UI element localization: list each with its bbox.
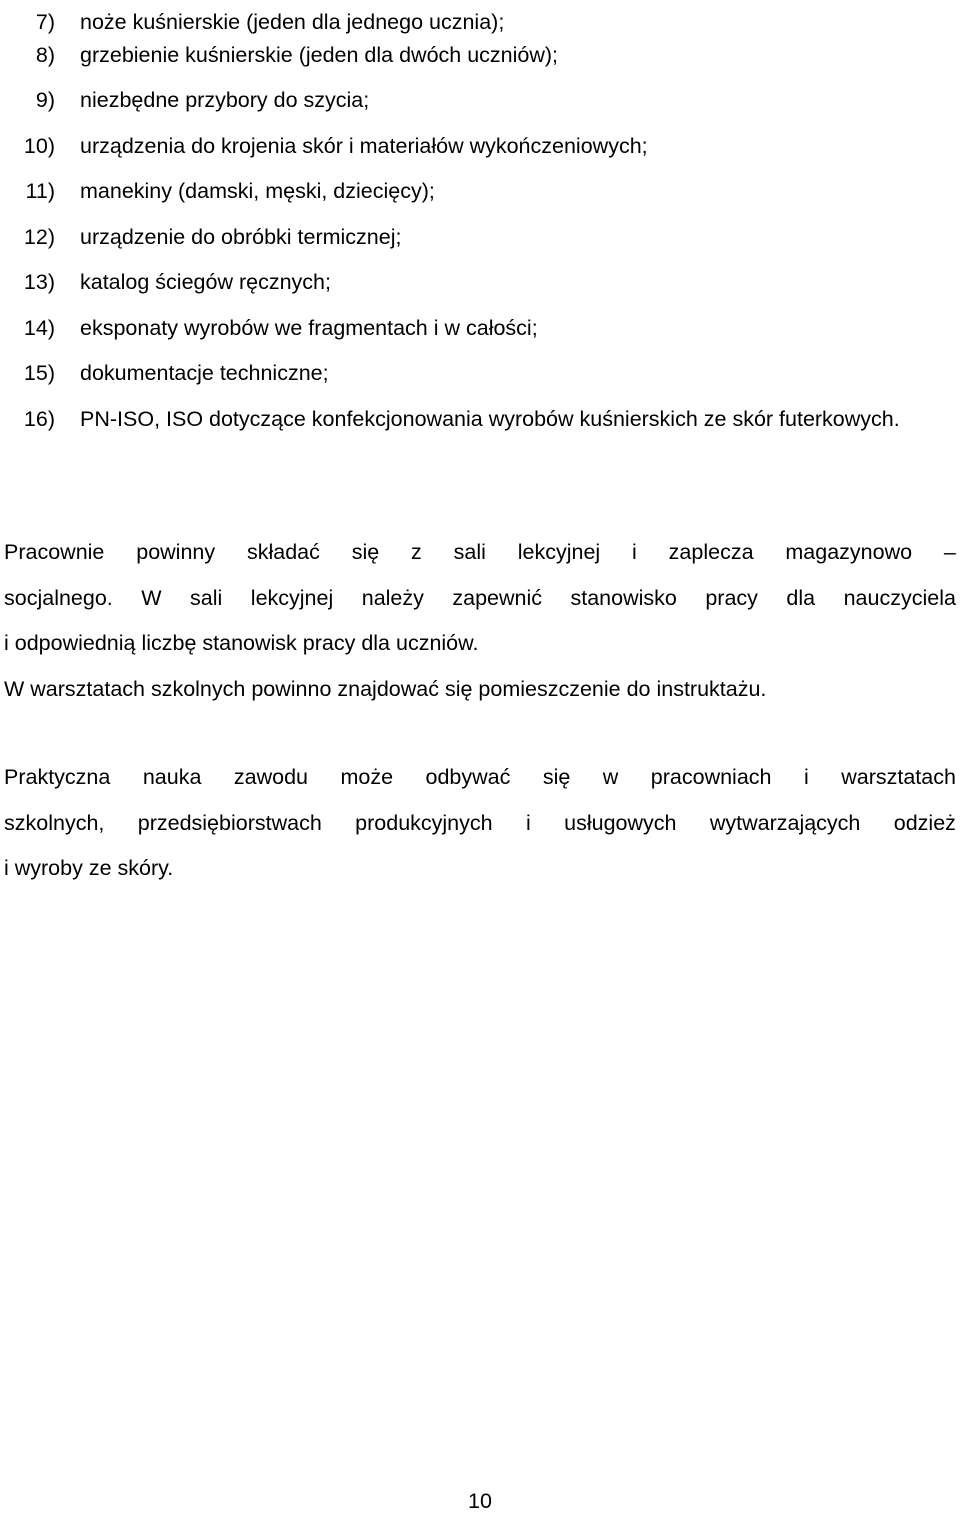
list-item <box>0 123 960 169</box>
list-item-text: urządzenie do obróbki termicznej; <box>80 225 402 249</box>
paragraph-word: magazynowo <box>785 540 913 564</box>
paragraph-word: odzież <box>893 810 956 835</box>
paragraph-word: stanowisko <box>570 585 677 610</box>
list-item-number: 16) <box>23 407 55 431</box>
list-item-number: 12) <box>23 225 55 249</box>
list-item <box>0 214 960 260</box>
paragraph-word: W <box>141 585 162 610</box>
paragraph-word: – <box>943 540 956 564</box>
paragraph-word: Pracownie <box>4 540 105 564</box>
list-item-number: 11) <box>25 179 55 203</box>
paragraph-line: W warsztatach szkolnych powinno znajdować się pomieszczenie do instruktażu. <box>4 676 767 701</box>
paragraph-word: nauczyciela <box>843 585 956 610</box>
paragraph-word: wytwarzających <box>709 810 861 835</box>
paragraph-word: się <box>351 540 380 564</box>
paragraph-word: i <box>803 765 809 789</box>
list-item <box>0 32 960 78</box>
paragraph-word: należy <box>361 585 424 610</box>
paragraph-word: lekcyjnej <box>250 585 334 610</box>
list-item-number: 14) <box>23 316 55 340</box>
list-item <box>0 77 960 123</box>
list-item-text: noże kuśnierskie (jeden dla jednego ucznia); <box>80 10 505 34</box>
paragraph-word: sali <box>190 585 223 610</box>
paragraph-line <box>4 755 956 801</box>
paragraph-word: się <box>542 765 571 789</box>
paragraph-word: z <box>411 540 422 564</box>
list-item-number: 10) <box>23 134 55 158</box>
paragraph-word: pracy <box>705 585 758 610</box>
paragraph-line <box>4 530 956 576</box>
list-item-number: 13) <box>23 270 55 294</box>
paragraph-word: i <box>632 540 637 564</box>
paragraph-word: w <box>602 765 619 789</box>
paragraph-line <box>4 801 956 847</box>
paragraph-word: produkcyjnych <box>355 810 493 835</box>
list-item-number: 8) <box>35 43 55 67</box>
list-item-text: katalog ściegów ręcznych; <box>80 270 331 294</box>
paragraph-word: może <box>340 765 394 789</box>
list-item-text: grzebienie kuśnierskie (jeden dla dwóch uczniów); <box>80 43 559 67</box>
paragraph-word: lekcyjnej <box>517 540 601 564</box>
list-item-number: 15) <box>23 361 55 385</box>
paragraph-word: sali <box>453 540 486 564</box>
paragraph-word: zawodu <box>233 765 308 789</box>
paragraph-practical-training <box>4 755 956 892</box>
list-item-text: eksponaty wyrobów we fragmentach i w całości; <box>80 316 538 340</box>
list-item-text: urządzenia do krojenia skór i materiałów wykończeniowych; <box>80 134 648 158</box>
list-item-number: 9) <box>35 88 55 112</box>
paragraph-line: i wyroby ze skóry. <box>4 856 174 880</box>
list-item-text: niezbędne przybory do szycia; <box>80 88 370 112</box>
page-number: 10 <box>468 1489 492 1513</box>
paragraph-word: powinny <box>136 540 216 564</box>
list-item <box>0 396 960 442</box>
paragraph-word: Praktyczna <box>4 765 111 789</box>
paragraph-word: warsztatach <box>841 765 956 789</box>
paragraph-word: usługowych <box>564 810 677 835</box>
paragraph-word: składać <box>246 540 320 564</box>
list-item <box>0 168 960 214</box>
paragraph-word: zaplecza <box>668 540 754 564</box>
list-item-text: dokumentacje techniczne; <box>80 361 329 385</box>
paragraph-word: odbywać <box>425 765 511 789</box>
paragraph-workshops <box>4 530 956 712</box>
paragraph-word: nauka <box>142 765 202 789</box>
list-item <box>0 305 960 351</box>
list-item <box>0 259 960 305</box>
list-item-number: 7) <box>35 10 55 34</box>
paragraph-line <box>4 576 956 622</box>
paragraph-line: i odpowiednią liczbę stanowisk pracy dla uczniów. <box>4 631 479 655</box>
paragraph-word: przedsiębiorstwach <box>137 810 322 835</box>
paragraph-word: zapewnić <box>452 585 543 610</box>
list-item-text: manekiny (damski, męski, dziecięcy); <box>80 179 435 203</box>
paragraph-word: pracowniach <box>650 765 772 789</box>
list-item-text: PN-ISO, ISO dotyczące konfekcjonowania wyrobów kuśnierskich ze skór futerkowych. <box>80 407 900 431</box>
paragraph-word: socjalnego. <box>4 585 113 610</box>
paragraph-word: szkolnych, <box>4 810 105 835</box>
paragraph-word: dla <box>786 585 816 610</box>
paragraph-word: i <box>525 810 531 835</box>
list-item <box>0 350 960 396</box>
